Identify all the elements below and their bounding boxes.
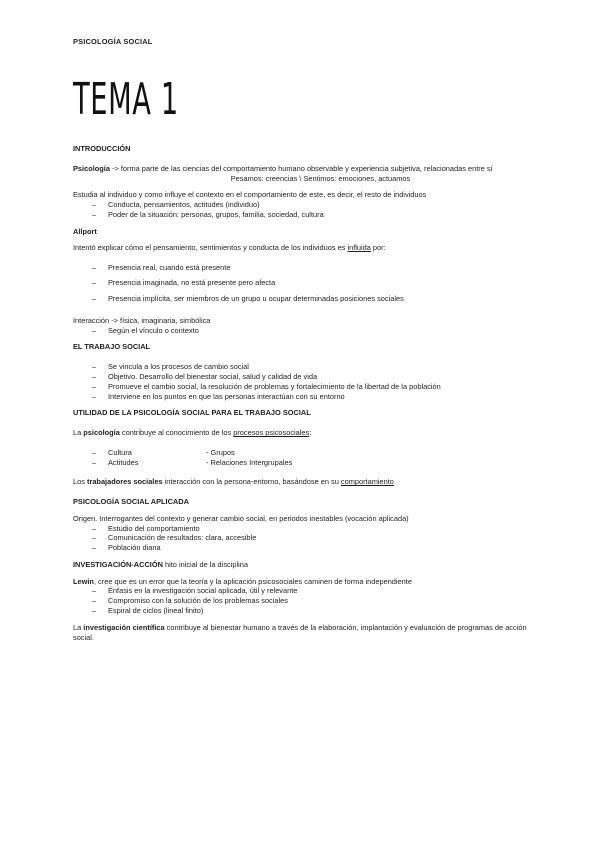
list-lewin — [73, 586, 528, 615]
paragraph-lewin: Lewin, cree que es un error que la teoría y la aplicación psicosociales caminen de forma independiente — [73, 576, 412, 586]
paragraph-psicologia-contribuye: La psicología contribuye al conocimiento de los procesos psicosociales: — [73, 428, 312, 438]
paragraph-allport: Intentó explicar cómo el pensamiento, sentimientos y conducta de los individuos es influida por: — [73, 243, 386, 253]
heading-investigacion-accion: INVESTIGACIÓN-ACCIÓN hito inicial de la disciplina — [73, 559, 248, 569]
paragraph-origen: Origen. Interrogantes del contexto y generar cambio social, en periodos inestables (vocación aplicada) — [73, 513, 409, 523]
paragraph-trabajadores: Los trabajadores sociales interacción con la persona-entorno, basándose en su comportamiento — [73, 477, 394, 487]
paragraph-investigacion-cientifica: La investigación científica contribuye al bienestar humano a través de la elaboración, implantación y evaluación de programas de acción social. — [73, 622, 527, 642]
list-item: – Comunicación de resultados: clara, accesible — [73, 533, 528, 543]
heading-utilidad: UTILIDAD DE LA PSICOLOGÍA SOCIAL PARA EL TRABAJO SOCIAL — [73, 408, 311, 418]
list-item: – Presencia implícita, ser miembros de un grupo u ocupar determinadas posiciones sociales — [73, 294, 528, 304]
two-column-row: – Cultura - Grupos — [73, 448, 528, 458]
list-intro — [73, 200, 528, 220]
list-item: – Estudio del comportamiento — [73, 524, 528, 534]
list-item: – Conducta, pensamientos, actitudes (individuo) — [73, 200, 528, 210]
centered-line: Pesamos: creencias \ Sentimos: emociones, actuamos — [230, 173, 411, 183]
page-title: TEMA 1 — [73, 74, 179, 125]
list-item: – Poder de la situación: personas, grupos, familia, sociedad, cultura — [73, 210, 528, 220]
running-header: PSICOLOGÍA SOCIAL — [73, 37, 153, 46]
list-aplicada — [73, 524, 528, 553]
list-item: – Presencia imaginada, no está presente pero afecta — [73, 278, 528, 288]
list-presencia — [73, 263, 528, 303]
document-body — [73, 144, 528, 642]
two-column-row: – Actitudes - Relaciones Intergrupales — [73, 458, 528, 468]
list-item: – Interviene en los puntos en que las personas interactúan con su entorno — [73, 392, 528, 402]
list-item: – Énfasis en la investigación social aplicada, útil y relevante — [73, 586, 528, 596]
paragraph-interaccion: Interacción -> física, imaginaria, simbólica — [73, 315, 211, 325]
heading-introduccion: INTRODUCCIÓN — [73, 144, 131, 153]
paragraph-estudia: Estudia al individuo y como influye el contexto en el comportamiento de este, es decir, el resto de individuos — [73, 190, 427, 200]
list-trabajo-social — [73, 362, 528, 401]
list-interaccion — [73, 326, 528, 336]
paragraph-psicologia: Psicología -> forma parte de las ciencias del comportamiento humano observable y experiencia subjetiva, relacionadas entre sí — [73, 163, 493, 173]
list-item: – Según el vínculo o contexto — [73, 326, 528, 336]
list-item: – Objetivo. Desarrollo del bienestar social, salud y calidad de vida — [73, 372, 528, 382]
list-item: – Presencia real, cuando está presente — [73, 263, 528, 273]
list-item: – Promueve el cambio social, la resolución de problemas y fortalecimiento de la libertad de la población — [73, 382, 528, 392]
list-item: – Espiral de ciclos (lineal finito) — [73, 606, 528, 616]
heading-aplicada: PSICOLOGÍA SOCIAL APLICADA — [73, 497, 189, 507]
list-item: – Población diana — [73, 543, 528, 553]
heading-trabajo-social: EL TRABAJO SOCIAL — [73, 342, 151, 352]
list-item: – Compromiso con la solución de los problemas sociales — [73, 596, 528, 606]
heading-allport: Allport — [73, 226, 97, 236]
list-item: – Se vincula a los procesos de cambio social — [73, 362, 528, 372]
